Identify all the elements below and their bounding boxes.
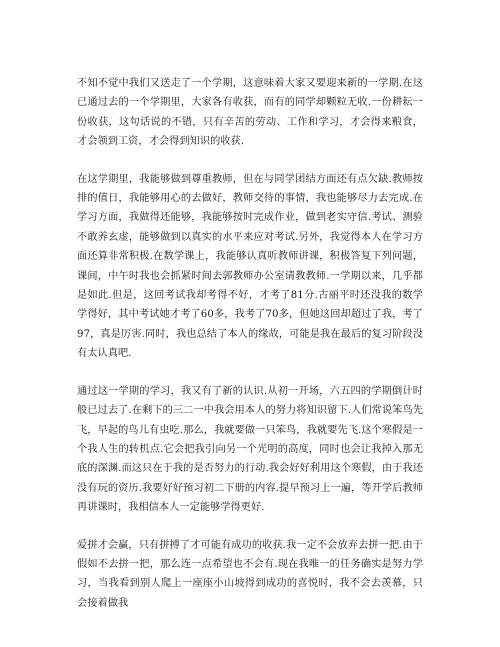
paragraph-2: 在这学期里，我能够做到尊重教师，但在与同学团结方面还有点欠缺.教师按排的值日，我能够用心的去做好，教师交待的事情，我也能够尽力去完成.在学习方面，我做得还能够，我能够按时完成作业，做到老实守信.考试、测验不敢养玄虚，能够做到以真实的水平来应对考试.另外，我觉得本人在学习方面还算非常积极.在数学课上，我能够认真听教师讲课，积极答复下列问题，课间，中午时我也会抓紧时间去郭教师办公室请教教师.一学期以来，几乎都是如此.但是，这回考试我却考得不好，才考了81分.古丽平时还没我的数学学得好，其中考试她才考了60多，我考了70多，但她这回却超过了我，考了97，真是厉害.同时，我也总结了本人的缘故，可能是我在最后的复习阶段没有太认真吧. <box>77 173 423 360</box>
paragraph-3: 通过这一学期的学习，我又有了新的认识.从初一开场，六五四的学期倒计时般已过去了.在剩下的三二一中我会用本人的努力将知识留下.人们常说笨鸟先飞，早起的鸟儿有虫吃.那么，我就要做一只笨鸟，我就要先飞.这个寒假是一个我人生的转机点.它会把我引向另一个光明的高度，同时也会让我掉入那无底的深渊.而这只在于我的是否努力的行动.我会好好利用这个寒假，由于我还没有玩的资历.我要好好预习初二下册的内容.提早预习上一遍，等开学后教师再讲课时，我相信本人一定能够学得更好. <box>77 385 423 514</box>
paragraph-4: 爱拼才会赢，只有拼搏了才可能有成功的收获.我一定不会放弃去拼一把.由于假如不去拼一把，那么连一点希望也不会有.现在我唯一的任务确实是努力学习，当我看到别人爬上一座座小山坡得到成功的喜悦时，我不会去羡慕，只会接着做我 <box>77 539 423 609</box>
paragraph-1: 不知不觉中我们又送走了一个学期，这意味着大家又要迎来新的一学期.在这已通过去的一个学期里，大家各有收获，而有的同学却颗粒无收.一份耕耘一份收获，这句话说的不错，只有辛苦的劳动、工作和学习，才会得来粮食，才会领到工资，才会得到知识的收获. <box>77 78 423 148</box>
document-page <box>77 74 423 613</box>
